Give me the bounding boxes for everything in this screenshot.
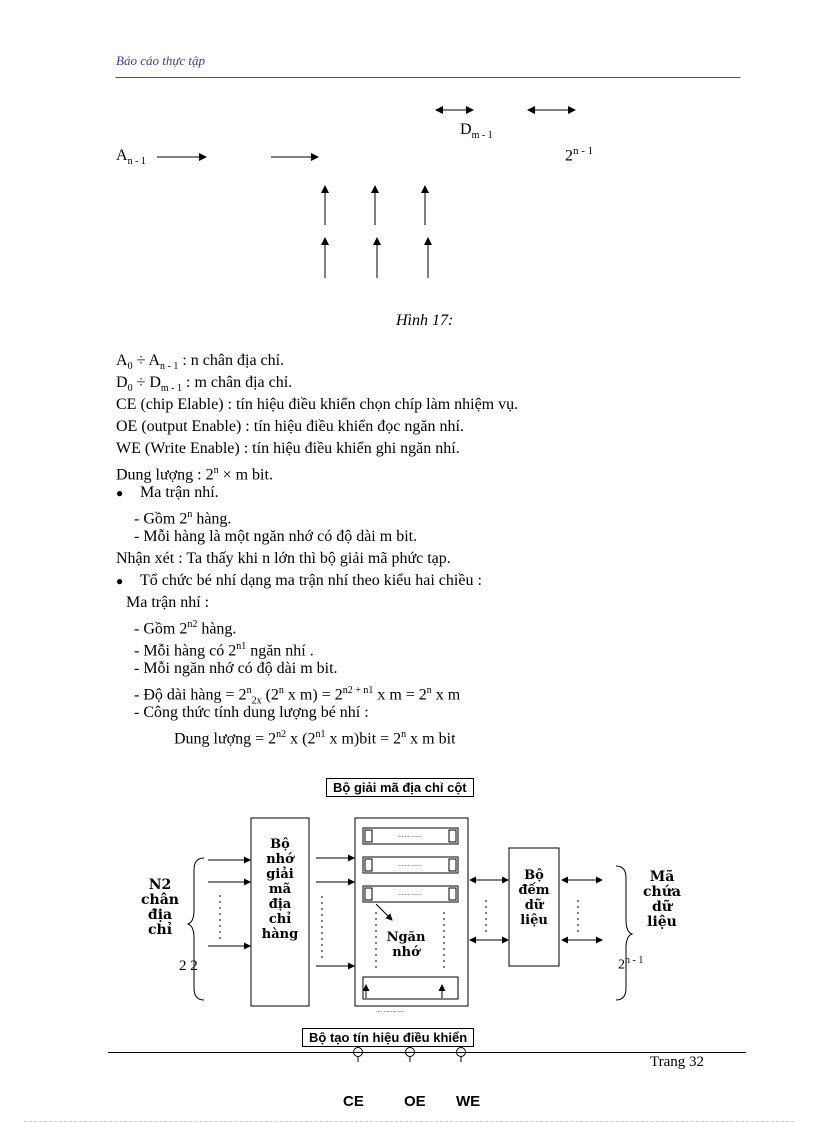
we-label: WE — [456, 1093, 481, 1110]
data-buffer-label: Bộ đếm dữ liệu — [518, 868, 550, 928]
right-brace — [616, 866, 632, 1000]
line-data-pins: $D_0 \div D_{m - 1}$ : m chân địa chỉ. — [116, 374, 293, 395]
n2-address-pins-label: N2 chân địa chỉ — [141, 877, 179, 938]
cell-dots-1: ........ ...... — [398, 833, 422, 839]
cell-dots-2: ........ ...... — [398, 862, 422, 868]
line-capacity: Dung lượng : $2^n \times m$ bit. — [116, 465, 273, 484]
ce-label: CE — [343, 1093, 364, 1110]
label-2n: 2$^{n - 1}$ — [565, 145, 594, 165]
data-pins-label: Mã chứa dữ liệu — [643, 869, 681, 930]
bullet-icon: ● — [116, 574, 124, 588]
label-an: $A_{n - 1}$ — [116, 147, 146, 168]
two-two-label: 2 2 — [179, 958, 198, 974]
line-address-pins: $A_0 \div A_{n - 1}$ : n chân địa chỉ. — [116, 352, 285, 373]
cell-dots-3: ........ ...... — [398, 891, 422, 897]
figure-caption: Hình 17: — [396, 312, 454, 329]
line-n2-rows: - Gồm $2^{n2}$ hàng. — [134, 619, 237, 638]
header-title: Báo cáo thực tập — [116, 53, 206, 68]
line-row-length: - Mỗi hàng là một ngăn nhớ có độ dài m bit. — [134, 528, 418, 545]
memory-cell-bottom — [363, 977, 458, 999]
line-we: WE (Write Enable) : tín hiệu điều khiển ghi ngăn nhí. — [116, 440, 460, 457]
line-remark: Nhận xét : Ta thấy khi n lớn thì bộ giải mã phức tạp. — [116, 550, 451, 567]
line-n1-cells: - Mỗi hàng có $2^{n1}$ ngăn nhí . — [134, 641, 314, 660]
under-memory-dots: .... ........ .... — [376, 1008, 403, 1014]
line-row-formula: - Độ dài hàng = $2^n_{2x}$ (2$^n$ x $m) = 2^{n2 + n1}$ x $m = 2^n$ x m — [134, 685, 461, 707]
bullet-matrix: ● Ma trận nhí. — [116, 482, 518, 504]
row-decoder-label: Bộ nhớ giải mã địa chỉ hàng — [261, 837, 299, 942]
label-dm: $D_{m - 1}$ — [460, 121, 493, 142]
line-capacity-formula-title: - Công thức tính dung lượng bé nhí : — [134, 704, 369, 721]
page-number: Trang 32 — [650, 1054, 705, 1070]
oe-label: OE — [404, 1093, 426, 1110]
memory-label: Ngăn nhớ — [386, 930, 426, 960]
control-generator-label: Bộ tạo tín hiệu điều khiển — [302, 1028, 474, 1047]
line-ce: CE (chip Elable) : tín hiệu điều khiển chọn chíp làm nhiệm vụ. — [116, 396, 519, 413]
line-matrix: Ma trận nhí : — [126, 594, 210, 611]
line-rows: - Gồm 2$^n$ hàng. — [134, 509, 232, 528]
bullet-2d: ● Tổ chức bé nhí dạng ma trận nhí theo kiểu hai chiều : — [116, 570, 518, 592]
bottom-rule — [24, 1121, 794, 1122]
two-n-1-label: 2$^{n - 1}$ — [618, 955, 644, 973]
bullet-icon: ● — [116, 486, 124, 500]
line-capacity-formula: Dung lượng = $2^{n2}$ x ($2^{n1}$ x $m)bit = 2^n$ x m bit — [174, 729, 456, 748]
line-cell-length: - Mỗi ngăn nhớ có độ dài m bit. — [134, 660, 338, 677]
left-brace — [188, 858, 204, 1000]
line-oe: OE (output Enable) : tín hiệu điều khiển đọc ngăn nhí. — [116, 418, 464, 435]
footer-rule — [108, 1052, 746, 1053]
column-decoder-label: Bộ giải mã địa chỉ cột — [326, 778, 474, 797]
